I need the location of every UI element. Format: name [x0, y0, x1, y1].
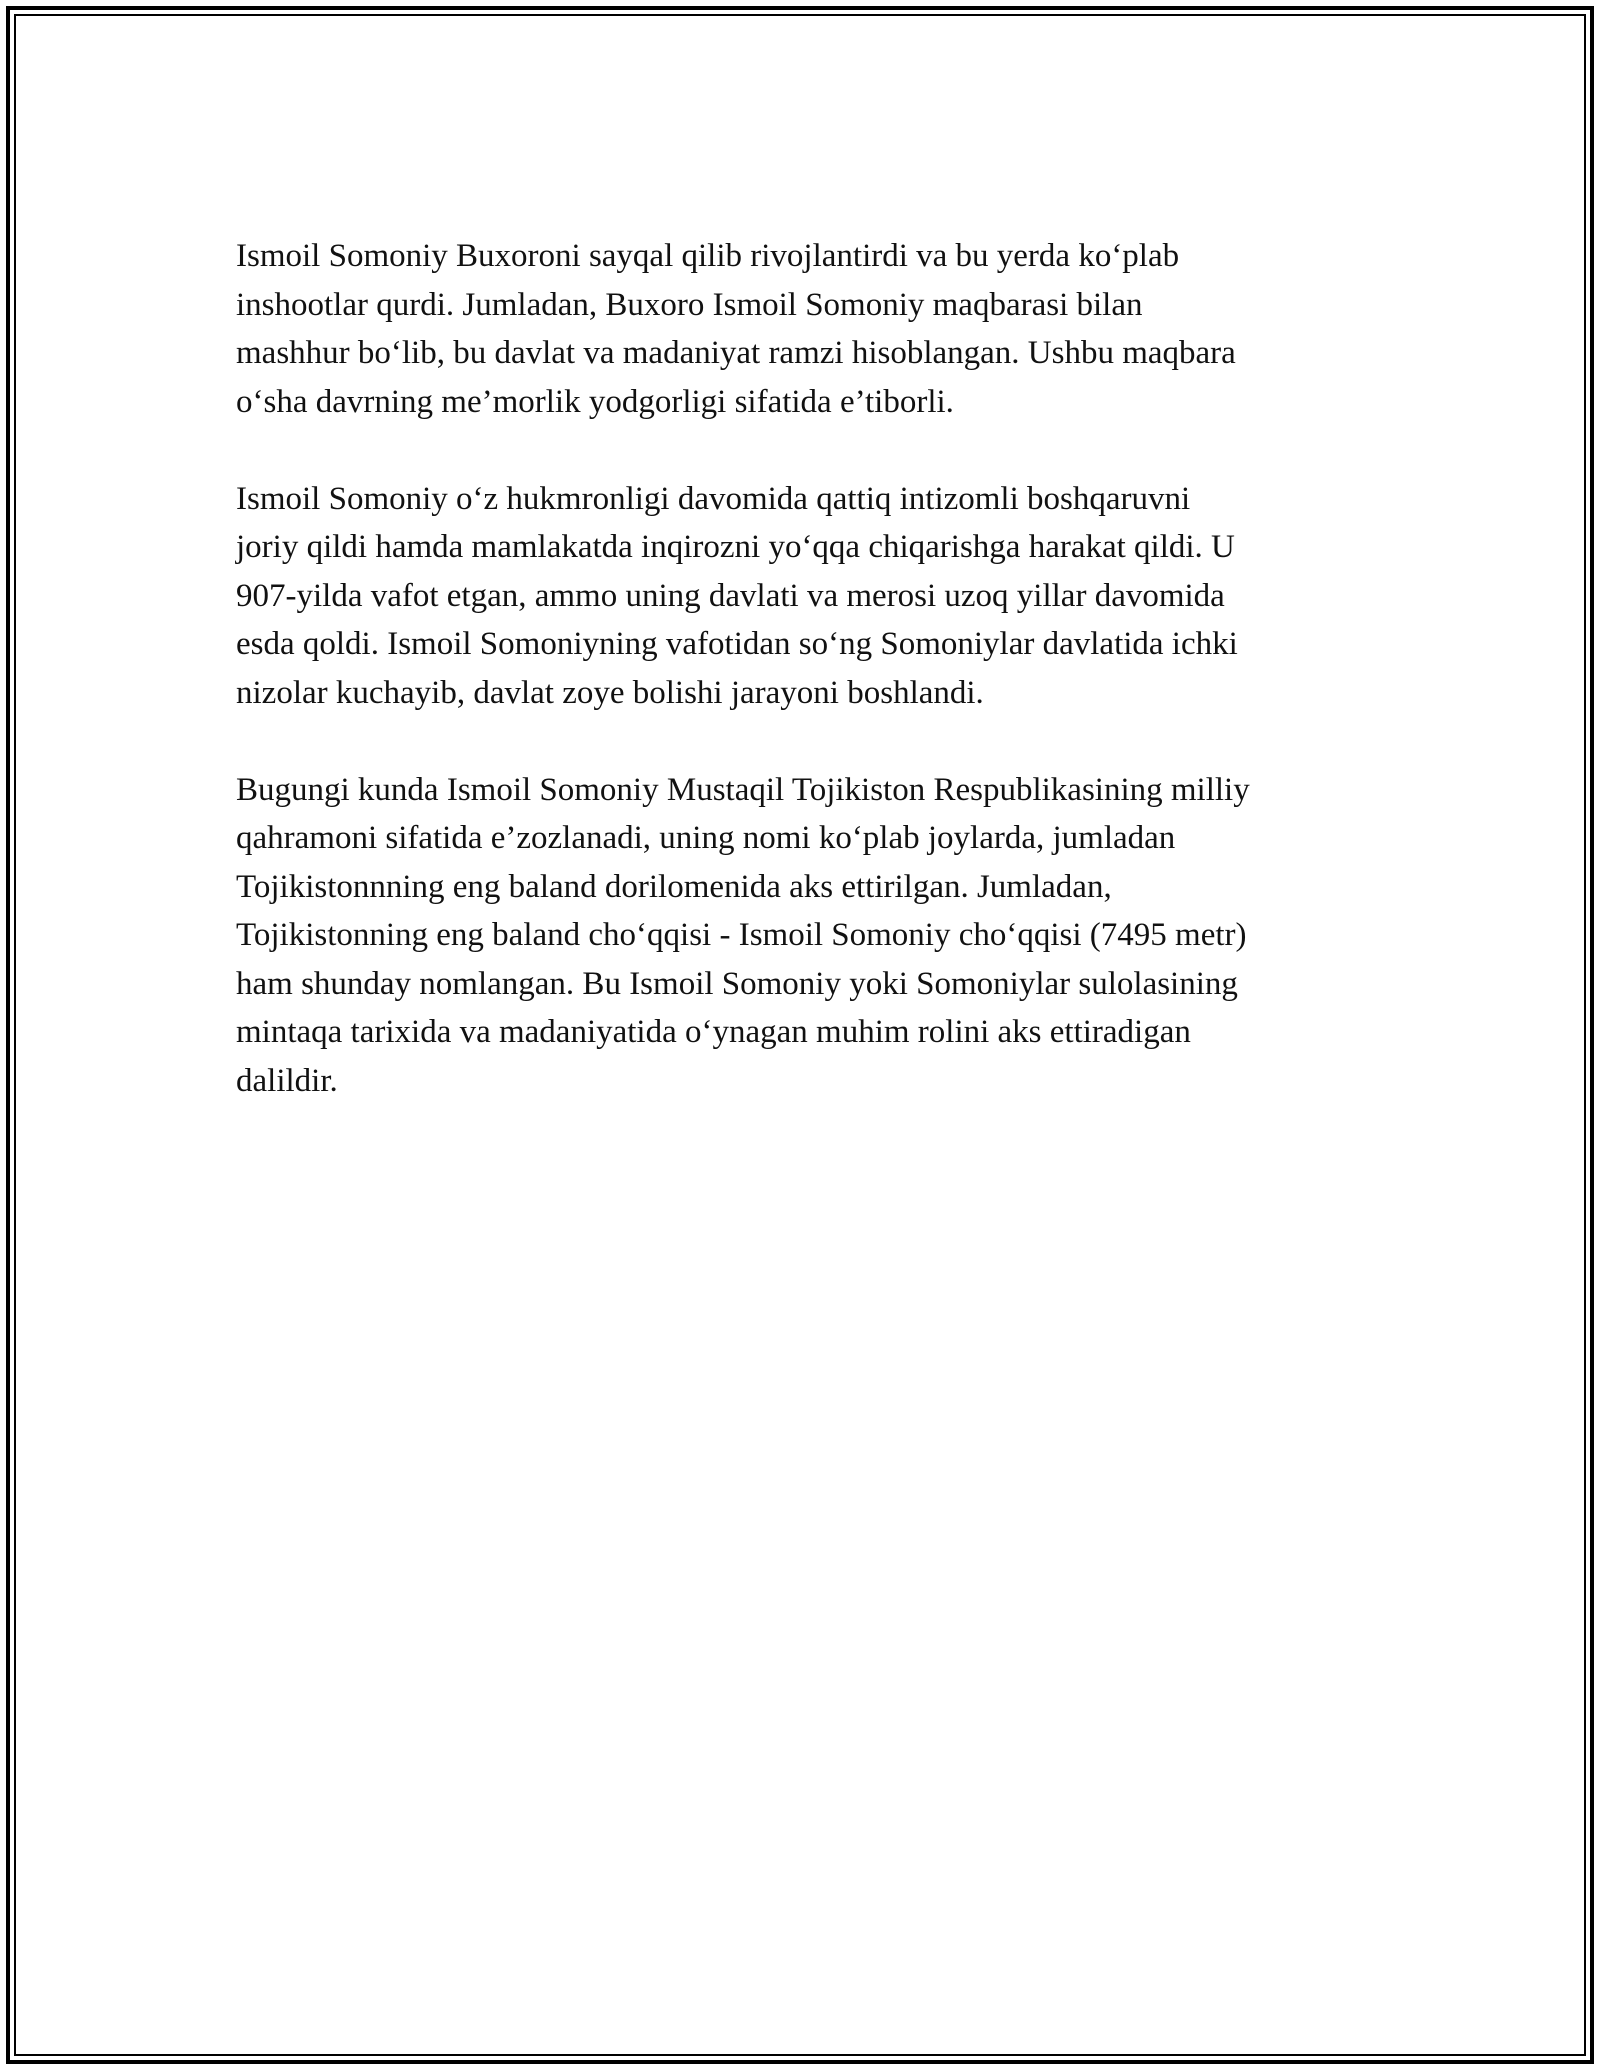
paragraph-2: Ismoil Somoniy o‘z hukmronligi davomida qattiq intizomli boshqaruvni joriy qildi hamda mamlakatda inqirozni yo‘qqa chiqarishga harakat qildi. U 907-yilda vafot etgan, ammo uning davlati va merosi uzoq yillar davomida esda qoldi. Ismoil Somoniyning vafotidan so‘ng Somoniylar davlatida ichki nizolar kuchayib, davlat zoye bolishi jarayoni boshlandi.	[236, 480, 1238, 711]
paragraph-3: Bugungi kunda Ismoil Somoniy Mustaqil Tojikiston Respublikasining milliy qahramoni sifatida e’zozlanadi, uning nomi ko‘plab joylarda, jumladan Tojikistonnning eng baland dorilomenida aks ettirilgan. Jumladan, Tojikistonning eng baland cho‘qqisi - Ismoil Somoniy cho‘qqisi (7495 metr) ham shunday nomlangan. Bu Ismoil Somoniy yoki Somoniylar sulolasining mintaqa tarixida va madaniyatida o‘ynagan muhim rolini aks ettiradigan dalildir.	[236, 771, 1250, 1099]
paragraph-1: Ismoil Somoniy Buxoroni sayqal qilib rivojlantirdi va bu yerda ko‘plab inshootlar qurdi. Jumladan, Buxoro Ismoil Somoniy maqbarasi bilan mashhur bo‘lib, bu davlat va madaniyat ramzi hisoblangan. Ushbu maqbara o‘sha davrning me’morlik yodgorligi sifatida e’tiborli.	[236, 238, 1236, 420]
document-body	[236, 232, 1386, 1154]
